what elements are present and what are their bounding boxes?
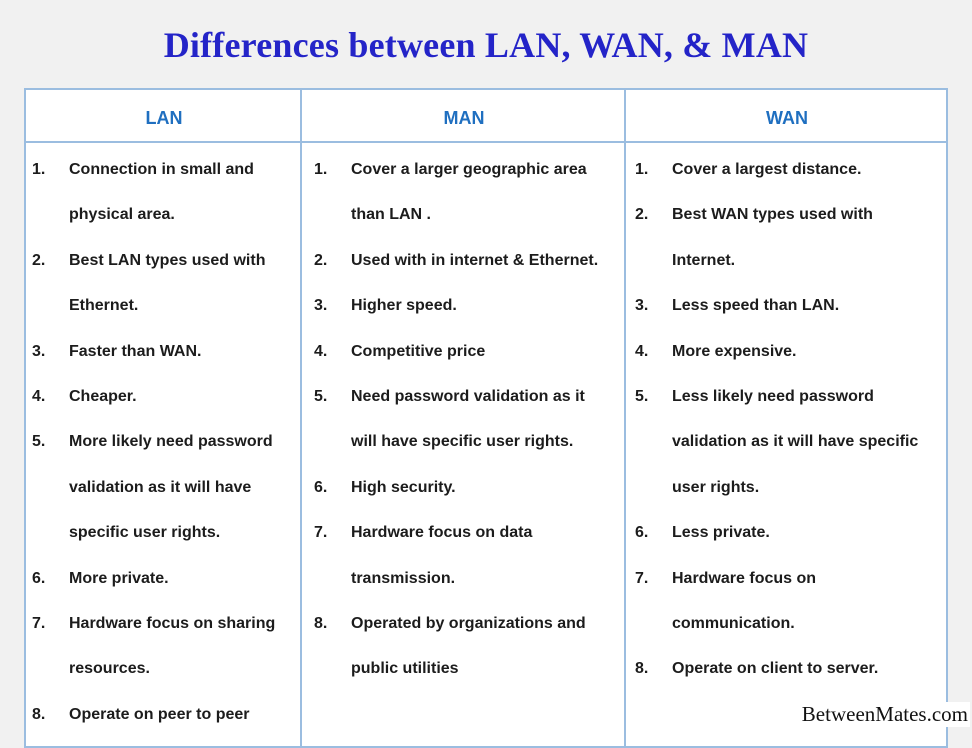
item-number: 6. bbox=[635, 524, 649, 542]
list-item bbox=[32, 238, 296, 329]
list-item bbox=[314, 147, 620, 238]
list-item bbox=[635, 329, 945, 374]
item-text-line: physical area. bbox=[69, 206, 175, 224]
item-text-line: Cheaper. bbox=[69, 388, 137, 406]
item-number: 2. bbox=[314, 251, 328, 269]
item-text-line: Hardware focus on data bbox=[351, 524, 533, 542]
list-item bbox=[314, 238, 620, 283]
lan-list bbox=[32, 147, 296, 737]
item-text-line: Higher speed. bbox=[351, 297, 457, 315]
item-text-line: Best WAN types used with bbox=[672, 206, 873, 224]
list-item bbox=[314, 374, 620, 465]
list-item bbox=[635, 646, 945, 691]
item-text-line: Operated by organizations and bbox=[351, 615, 586, 633]
list-item bbox=[314, 329, 620, 374]
item-text-line: Best LAN types used with bbox=[69, 251, 266, 269]
item-text-line: Connection in small and bbox=[69, 161, 254, 178]
item-number: 6. bbox=[314, 478, 328, 496]
item-text-line: Operate on client to server. bbox=[672, 660, 879, 678]
item-number: 4. bbox=[635, 342, 649, 360]
header-divider bbox=[26, 141, 946, 143]
item-text-line: More expensive. bbox=[672, 342, 797, 360]
item-text-line: validation as it will have specific bbox=[672, 433, 919, 451]
item-text-line: Less private. bbox=[672, 524, 770, 542]
list-item bbox=[314, 465, 620, 510]
item-number: 1. bbox=[314, 161, 328, 178]
list-item bbox=[32, 329, 296, 374]
page-title: Differences between LAN, WAN, & MAN bbox=[163, 25, 809, 65]
item-number: 3. bbox=[635, 297, 649, 315]
list-item bbox=[32, 419, 296, 555]
item-text-line: Hardware focus on sharing bbox=[69, 615, 276, 633]
item-number: 5. bbox=[32, 433, 46, 451]
item-text-line: Cover a largest distance. bbox=[672, 161, 862, 178]
list-item bbox=[314, 283, 620, 328]
wan-list bbox=[635, 147, 945, 692]
list-item bbox=[32, 147, 296, 238]
list-item bbox=[32, 692, 296, 737]
item-number: 2. bbox=[32, 251, 46, 269]
item-number: 1. bbox=[635, 161, 649, 178]
list-item bbox=[32, 374, 296, 419]
item-text-line: Less speed than LAN. bbox=[672, 297, 840, 315]
list-item bbox=[635, 147, 945, 192]
list-item bbox=[635, 283, 945, 328]
list-item bbox=[635, 192, 945, 283]
column-header-lan: LAN bbox=[145, 108, 183, 128]
item-number: 5. bbox=[635, 388, 649, 406]
item-number: 7. bbox=[635, 569, 649, 587]
comparison-table bbox=[24, 88, 948, 748]
item-text-line: than LAN . bbox=[351, 206, 431, 224]
item-number: 8. bbox=[635, 660, 649, 678]
item-number: 7. bbox=[314, 524, 328, 542]
item-text-line: user rights. bbox=[672, 478, 760, 496]
item-number: 8. bbox=[314, 615, 328, 633]
item-text-line: transmission. bbox=[351, 569, 456, 587]
item-text-line: validation as it will have bbox=[69, 478, 252, 496]
item-text-line: Competitive price bbox=[351, 342, 486, 360]
item-text-line: specific user rights. bbox=[69, 524, 221, 542]
item-number: 1. bbox=[32, 161, 46, 178]
man-list bbox=[314, 147, 620, 692]
list-item bbox=[635, 556, 945, 647]
item-text-line: Less likely need password bbox=[672, 388, 874, 406]
brand-watermark: BetweenMates.com bbox=[798, 702, 970, 727]
column-divider bbox=[300, 90, 302, 746]
column-header-man: MAN bbox=[443, 108, 485, 128]
list-item bbox=[32, 556, 296, 601]
list-item bbox=[314, 601, 620, 692]
item-number: 6. bbox=[32, 569, 46, 587]
item-text-line: communication. bbox=[672, 615, 795, 633]
item-number: 8. bbox=[32, 705, 46, 723]
item-number: 2. bbox=[635, 206, 649, 224]
item-number: 4. bbox=[314, 342, 328, 360]
item-text-line: More likely need password bbox=[69, 433, 273, 451]
item-text-line: Hardware focus on bbox=[672, 569, 817, 587]
item-text-line: Operate on peer to peer bbox=[69, 705, 250, 723]
item-number: 5. bbox=[314, 388, 328, 406]
item-text-line: resources. bbox=[69, 660, 150, 678]
item-text-line: will have specific user rights. bbox=[351, 433, 574, 451]
item-text-line: More private. bbox=[69, 569, 169, 587]
item-text-line: Faster than WAN. bbox=[69, 342, 202, 360]
item-number: 3. bbox=[314, 297, 328, 315]
item-text-line: Internet. bbox=[672, 251, 736, 269]
item-number: 3. bbox=[32, 342, 46, 360]
item-text-line: Used with in internet & Ethernet. bbox=[351, 251, 599, 269]
item-text-line: High security. bbox=[351, 478, 456, 496]
list-item bbox=[635, 510, 945, 555]
list-item bbox=[635, 374, 945, 510]
item-text-line: Ethernet. bbox=[69, 297, 139, 315]
column-header-wan: WAN bbox=[766, 108, 808, 128]
item-text-line: Need password validation as it bbox=[351, 388, 585, 406]
item-text-line: Cover a larger geographic area bbox=[351, 161, 587, 178]
item-number: 4. bbox=[32, 388, 46, 406]
column-divider bbox=[624, 90, 626, 746]
list-item bbox=[314, 510, 620, 601]
item-text-line: public utilities bbox=[351, 660, 459, 678]
list-item bbox=[32, 601, 296, 692]
item-number: 7. bbox=[32, 615, 46, 633]
